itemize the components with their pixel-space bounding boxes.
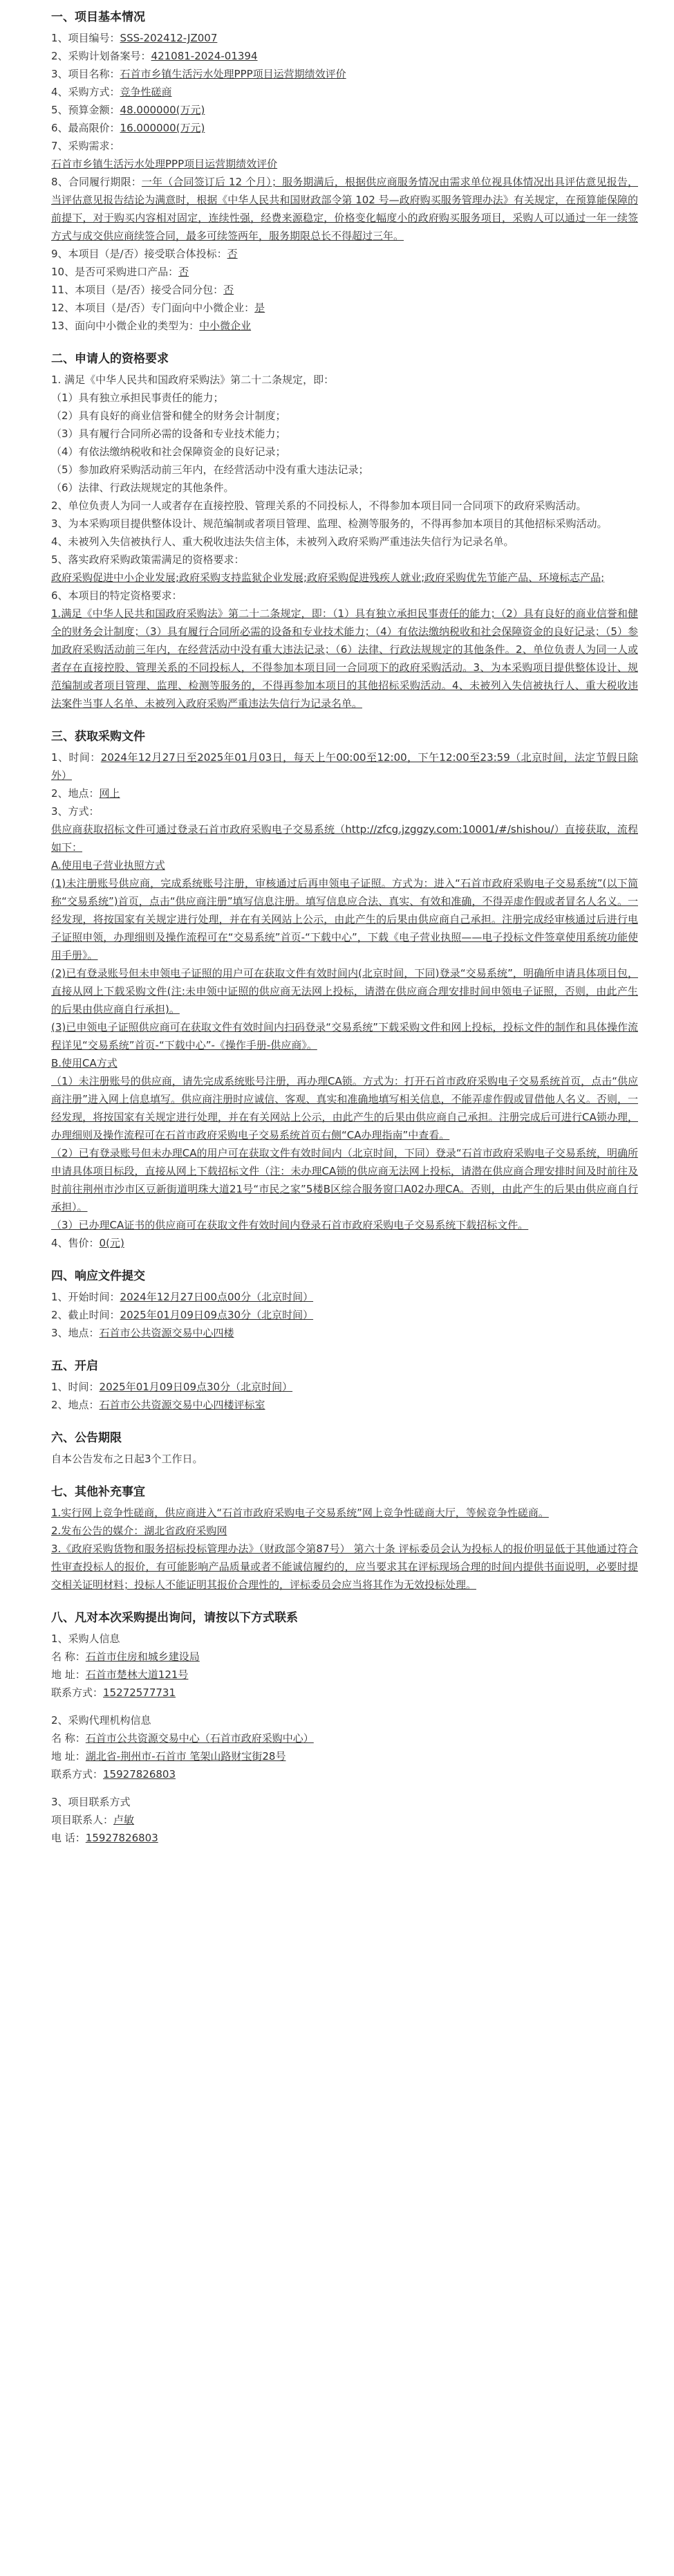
- consortium-bid: 9、本项目（是/否）接受联合体投标：否: [51, 248, 238, 260]
- purchaser-address: 地 址：石首市楚林大道121号: [51, 1668, 189, 1681]
- qual-p5: 5、落实政府采购政策需满足的资格要求：: [51, 553, 245, 566]
- qual-item: （1）具有独立承担民事责任的能力；: [51, 392, 224, 404]
- purchaser-phone: 联系方式：15272577731: [51, 1686, 176, 1699]
- submit-location: 3、地点：石首市公共资源交易中心四楼: [51, 1327, 234, 1339]
- qual-item: （4）有依法缴纳税收和社会保障资金的良好记录；: [51, 445, 286, 458]
- procurement-method: 4、采购方式：竞争性磋商: [51, 86, 172, 98]
- subcontracting: 11、本项目（是/否）接受合同分包：否: [51, 284, 234, 296]
- method-b-step3: （3）已办理CA证书的供应商可在获取文件有效时间内登录石首市政府采购电子交易系统下载招标文件。: [51, 1219, 529, 1231]
- method-a-step3: (3)已申领电子证照供应商可在获取文件有效时间内扫码登录“交易系统”下载采购文件和网上投标，投标文件的制作和具体操作流程详见“交易系统”首页-“下载中心”-《操作手册-供应商》。: [51, 1021, 638, 1051]
- qual-item: （5）参加政府采购活动前三年内，在经营活动中没有重大违法记录；: [51, 463, 369, 476]
- obtain-time: 1、时间：2024年12月27日至2025年01月03日，每天上午00:00至12:00，下午12:00至23:59（北京时间，法定节假日除外）: [51, 751, 639, 782]
- section-4-title: 四、响应文件提交: [51, 1269, 145, 1283]
- submit-start: 1、开始时间：2024年12月27日00点00分（北京时间）: [51, 1291, 314, 1303]
- sme-only: 12、本项目（是/否）专门面向中小微企业：是: [51, 302, 265, 314]
- agency-address: 地 址：湖北省-荆州市-石首市 笔架山路财宝街28号: [51, 1750, 286, 1763]
- project-name: 3、项目名称：石首市乡镇生活污水处理PPP项目运营期绩效评价: [51, 68, 346, 80]
- agency-info-title: 2、采购代理机构信息: [51, 1714, 151, 1727]
- method-a-step2: (2)已有登录账号但未申领电子证照的用户可在获取文件有效时间内(北京时间，下同)登录“交易系统”，明确所申请具体项目包，直接从网上下载采购文件(注:未申领中证照的供应商无法网上投标，请潜在供应商合理安排时间申领电子证照，否则，由此产生的后果由供应商自行承担)。: [51, 967, 638, 1015]
- agency-name: 名 称：石首市公共资源交易中心（石首市政府采购中心）: [51, 1732, 314, 1745]
- obtain-location: 2、地点：网上: [51, 787, 120, 800]
- method-b-step1: （1）未注册账号的供应商，请先完成系统账号注册，再办理CA锁。方式为：打开石首市政府采购电子交易系统首页，点击“供应商注册”进入网上信息填写。供应商注册时应诚信、客观、真实和准确地填写相关信息，不能弄虚作假或冒借他人名义。否则，一经发现，将按国家有关规定进行处理，并在有关网站上公示，由此产生的后果由供应商自己承担。注册完成后可进行CA锁办理，办理细则及操作流程可在石首市政府采购电子交易系统首页右侧“CA办理指南”中查看。: [51, 1075, 638, 1141]
- qual-p6-value: 1.满足《中华人民共和国政府采购法》第二十二条规定，即：（1）具有独立承担民事责任的能力；（2）具有良好的商业信誉和健全的财务会计制度；（3）具有履行合同所必需的设备和专业技术能力；（4）有依法缴纳税收和社会保障资金的良好记录；（5）参加政府采购活动前三年内，在经营活动中没有重大违法记录；（6）法律、行政法规规定的其他条件。2、单位负责人为同一人或者存在直接控股、管理关系的不同投标人，不得参加本项目同一合同项下的政府采购活动。3、为本采购项目提供整体设计、规范编制或者项目管理、监理、检测等服务的，不得再参加本项目的其他招标采购活动。4、未被列入失信被执行人、重大税收违法案件当事人名单、未被列入政府采购严重违法失信行为记录名单。: [51, 607, 638, 710]
- announcement-period: 自本公告发布之日起3个工作日。: [51, 1453, 203, 1465]
- other-item-3: 3.《政府采购货物和服务招标投标管理办法》（财政部令第87号） 第六十条 评标委员会认为投标人的报价明显低于其他通过符合性审查投标人的报价，有可能影响产品质量或者不能诚信履约的，应当要求其在评标现场合理的时间内提供书面说明，必要时提交相关证明材料；投标人不能证明其报价合理性的，评标委员会应当将其作为无效投标处理。: [51, 1543, 638, 1591]
- method-a-step1: (1)未注册账号供应商，完成系统账号注册，审核通过后再申领电子证照。方式为：进入“石首市政府采购电子交易系统”(以下简称“交易系统”)首页，点击“供应商注册”填写信息注册。填写信息应合法、真实、有效和准确，不得弄虚作假或者冒名人名义。一经发现，将按国家有关规定进行处理，并在有关网站上公示，由此产生的后果由供应商自己承担。注册完成经审核通过后进行电子证照申领，办理细则及操作流程可在“交易系统”首页-“下载中心”，下载《电子营业执照——电子投标文件签章使用系统功能使用手册》。: [51, 877, 638, 962]
- qual-p3: 3、为本采购项目提供整体设计、规范编制或者项目管理、监理、检测等服务的，不得再参加本项目的其他招标采购活动。: [51, 517, 608, 530]
- requirements-label: 7、采购需求：: [51, 140, 120, 152]
- qual-p6: 6、本项目的特定资格要求：: [51, 589, 182, 602]
- import-products: 10、是否可采购进口产品：否: [51, 266, 189, 278]
- plan-record-number: 2、采购计划备案号：421081-2024-01394: [51, 50, 258, 62]
- opening-time: 1、时间：2025年01月09日09点30分（北京时间）: [51, 1381, 293, 1393]
- opening-location: 2、地点：石首市公共资源交易中心四楼评标室: [51, 1399, 265, 1411]
- section-2-title: 二、申请人的资格要求: [51, 352, 169, 366]
- method-b-step2: （2）已有登录账号但未办理CA的用户可在获取文件有效时间内（北京时间，下同）登录“石首市政府采购电子交易系统，明确所申请具体项目标段，直接从网上下载招标文件（注：未办理CA锁的供应商无法网上投标，请潜在供应商合理安排时间及时前往及时前往荆州市沙市区豆新街道明珠大道21号“市民之家”5楼B区综合服务窗口A02办理CA。否则，由此产生的后果由供应商自行承担）。: [51, 1147, 638, 1213]
- section-8-title: 八、凡对本次采购提出询问，请按以下方式联系: [51, 1611, 298, 1625]
- qual-item: （6）法律、行政法规规定的其他条件。: [51, 481, 234, 494]
- purchaser-info-title: 1、采购人信息: [51, 1632, 120, 1645]
- qual-p1: 1. 满足《中华人民共和国政府采购法》第二十二条规定，即：: [51, 374, 335, 386]
- obtain-method-label: 3、方式：: [51, 805, 100, 818]
- contract-period: 8、合同履行期限：一年（合同签订后 12 个月）；服务期满后，根据供应商服务情况由需求单位视具体情况出具评估意见报告，当评估意见报告结论为满意时，根据《中华人民共和国财政部令第 102 号—政府购买服务管理办法》有关规定，在预算能保障的前提下，对于购买内容相对固定，连续性强，经费来源稳定，价格变化幅度小的政府购买服务项目，采购人可以通过一年一续签方式与成交供应商续签合同，最多可续签两年，服务期限总长不得超过三年。: [51, 176, 638, 242]
- section-6-title: 六、公告期限: [51, 1431, 122, 1445]
- section-1-title: 一、项目基本情况: [51, 10, 145, 24]
- agency-phone: 联系方式：15927826803: [51, 1768, 176, 1781]
- obtain-method-text: 供应商获取招标文件可通过登录石首市政府采购电子交易系统（http://zfcg.jzggzy.com:10001/#/shishou/）直接获取，流程如下：: [51, 823, 638, 854]
- sme-type: 13、面向中小微企业的类型为：中小微企业: [51, 320, 252, 332]
- section-5-title: 五、开启: [51, 1359, 98, 1373]
- max-price: 6、最高限价：16.000000(万元): [51, 122, 205, 134]
- qual-item: （3）具有履行合同所必需的设备和专业技术能力；: [51, 427, 286, 440]
- other-item-2: 2.发布公告的媒介：湖北省政府采购网: [51, 1525, 227, 1537]
- method-a-title: A.使用电子营业执照方式: [51, 859, 165, 872]
- qual-p5-value: 政府采购促进中小企业发展;政府采购支持监狱企业发展;政府采购促进残疾人就业;政府采购优先节能产品、环境标志产品;: [51, 571, 605, 584]
- project-contact-title: 3、项目联系方式: [51, 1796, 131, 1808]
- method-b-title: B.使用CA方式: [51, 1057, 118, 1069]
- project-contact-phone: 电 话：15927826803: [51, 1832, 158, 1844]
- document-price: 4、售价：0(元): [51, 1237, 124, 1249]
- section-7-title: 七、其他补充事宜: [51, 1485, 145, 1499]
- budget-amount: 5、预算金额：48.000000(万元): [51, 104, 205, 116]
- section-3-title: 三、获取采购文件: [51, 730, 145, 744]
- purchaser-name: 名 称：石首市住房和城乡建设局: [51, 1650, 200, 1663]
- qual-p4: 4、未被列入失信被执行人、重大税收违法失信主体，未被列入政府采购严重违法失信行为记录名单。: [51, 535, 514, 548]
- project-contact-person: 项目联系人：卢敏: [51, 1814, 135, 1826]
- qual-p2: 2、单位负责人为同一人或者存在直接控股、管理关系的不同投标人，不得参加本项目同一合同项下的政府采购活动。: [51, 499, 587, 512]
- requirements-value: 石首市乡镇生活污水处理PPP项目运营期绩效评价: [51, 158, 278, 170]
- other-item-1: 1.实行网上竞争性磋商，供应商进入“石首市政府采购电子交易系统”网上竞争性磋商大厅，等候竞争性磋商。: [51, 1507, 549, 1519]
- project-number: 1、项目编号：SSS-202412-JZ007: [51, 32, 218, 44]
- submit-deadline: 2、截止时间：2025年01月09日09点30分（北京时间）: [51, 1309, 314, 1321]
- qual-item: （2）具有良好的商业信誉和健全的财务会计制度；: [51, 410, 286, 422]
